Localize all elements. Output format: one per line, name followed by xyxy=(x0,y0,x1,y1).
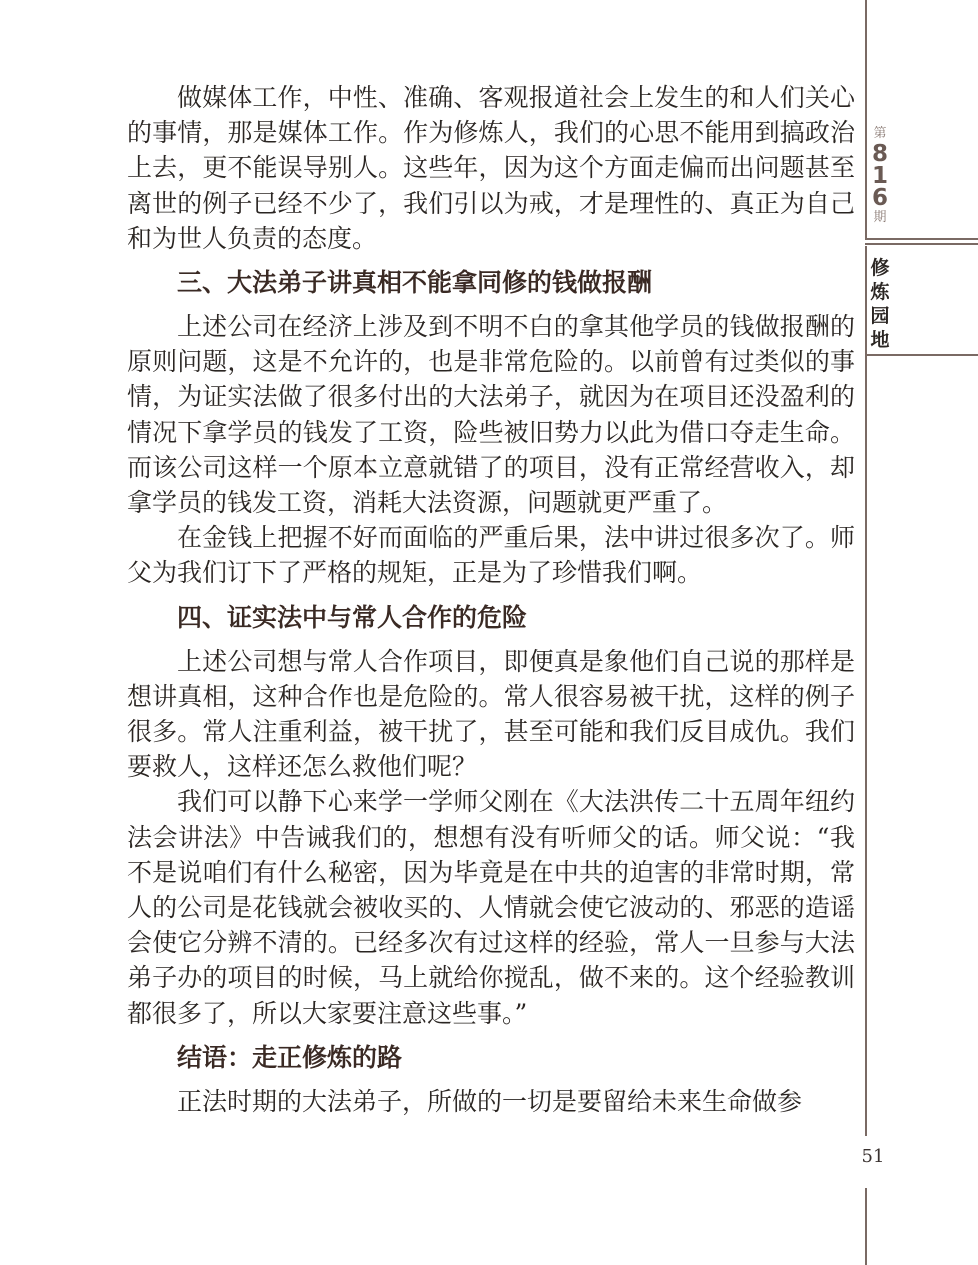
paragraph-cooperation-danger: 上述公司想与常人合作项目，即便真是象他们自己说的那样是想讲真相，这种合作也是危险的。常人很容易被干扰，这样的例子很多。常人注重利益，被干扰了，甚至可能和我们反目成仇。我们要救人，这样还怎么救他们呢？ xyxy=(127,646,855,782)
article-body xyxy=(127,80,855,1119)
section-heading-3: 三、大法弟子讲真相不能拿同修的钱做报酬 xyxy=(177,268,653,298)
issue-number: 第 8 1 6 期 xyxy=(871,126,888,225)
paragraph-master-quote: 我们可以静下心来学一学师父刚在《大法洪传二十五周年纽约法会讲法》中告诫我们的，想想有没有听师父的话。师父说：“我不是说咱们有什么秘密，因为毕竟是在中共的迫害的非常时期，常人的公司是花钱就会被收买的、人情就会使它波动的、邪恶的造谣会使它分辨不清的。已经多次有过这样的经验，常人一旦参与大法弟子办的项目的时候，马上就给你搅乱，做不来的。这个经验教训都很多了，所以大家要注意这些事。” xyxy=(127,787,855,1028)
paragraph-conclusion: 正法时期的大法弟子，所做的一切是要留给未来生命做参 xyxy=(177,1086,803,1116)
margin-double-rule xyxy=(865,238,978,246)
column-section-label: 修 炼 园 地 xyxy=(870,257,890,351)
margin-rule-bottom xyxy=(865,1188,867,1265)
section-heading-4: 四、证实法中与常人合作的危险 xyxy=(177,602,528,632)
paragraph-media-work: 做媒体工作，中性、准确、客观报道社会上发生的和人们关心的事情，那是媒体工作。作为修炼人，我们的心思不能用到搞政治上去，更不能误导别人。这些年，因为这个方面走偏而出问题甚至离世的例子已经不少了，我们引以为戒，才是理性的、真正为自己和为世人负责的态度。 xyxy=(127,83,855,253)
paragraph-money-consequences: 在金钱上把握不好而面临的严重后果，法中讲过很多次了。师父为我们订下了严格的规矩，正是为了珍惜我们啊。 xyxy=(127,523,855,588)
margin-rule-horizontal xyxy=(865,354,978,356)
margin-rule-lower xyxy=(865,356,867,1136)
page-number: 51 xyxy=(861,1146,885,1167)
section-heading-conclusion: 结语：走正修炼的路 xyxy=(177,1042,403,1072)
paragraph-company-payment: 上述公司在经济上涉及到不明不白的拿其他学员的钱做报酬的原则问题，这是不允许的，也是非常危险的。以前曾有过类似的事情，为证实法做了很多付出的大法弟子，就因为在项目还没盈利的情况下拿学员的钱发了工资，险些被旧势力以此为借口夺走生命。而该公司这样一个原本立意就错了的项目，没有正常经营收入，却拿学员的钱发工资，消耗大法资源，问题就更严重了。 xyxy=(127,312,855,518)
